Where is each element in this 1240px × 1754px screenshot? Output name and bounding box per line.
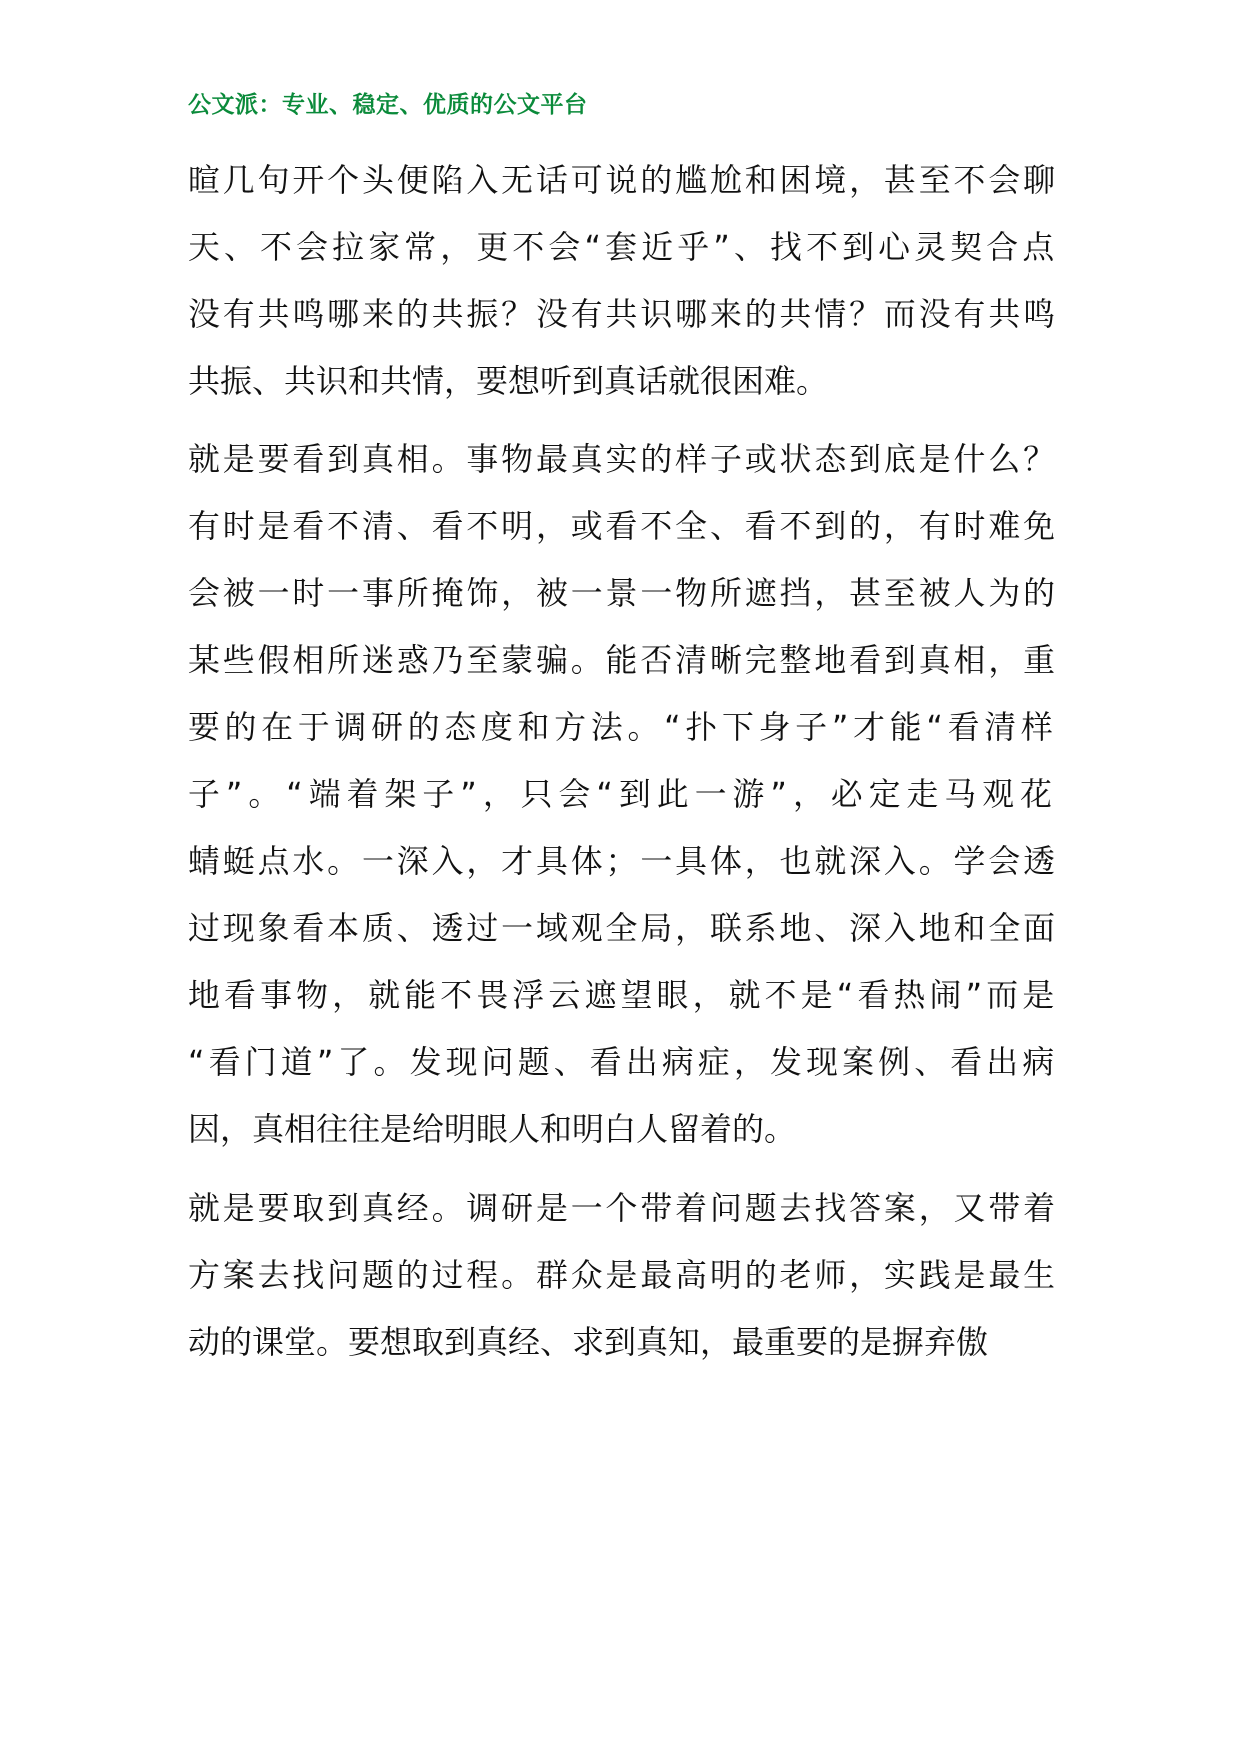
text-line: 会被一时一事所掩饰，被一景一物所遮挡，甚至被人为的	[188, 574, 1058, 612]
text-line: 蜻蜓点水。一深入，才具体；一具体，也就深入。学会透	[188, 842, 1058, 880]
text-line: 因，真相往往是给明眼人和明白人留着的。	[188, 1110, 797, 1148]
text-line: 某些假相所迷惑乃至蒙骗。能否清晰完整地看到真相，重	[188, 641, 1058, 679]
text-line: 天、不会拉家常，更不会“套近乎”、找不到心灵契合点	[188, 228, 1059, 266]
text-line: 过现象看本质、透过一域观全局，联系地、深入地和全面	[188, 909, 1058, 947]
text-line: 就是要看到真相。事物最真实的样子或状态到底是什么？	[188, 440, 1058, 478]
text-line: 共振、共识和共情，要想听到真话就很困难。	[188, 362, 829, 400]
text-line: “看门道”了。发现问题、看出病症，发现案例、看出病	[188, 1043, 1059, 1081]
text-line: 方案去找问题的过程。群众是最高明的老师，实践是最生	[188, 1256, 1058, 1294]
text-line: 有时是看不清、看不明，或看不全、看不到的，有时难免	[188, 507, 1058, 545]
text-line: 动的课堂。要想取到真经、求到真知，最重要的是摒弃傲	[188, 1323, 989, 1361]
page-header-title: 公文派：专业、稳定、优质的公文平台	[188, 92, 588, 118]
text-line: 就是要取到真经。调研是一个带着问题去找答案，又带着	[188, 1189, 1058, 1227]
text-line: 暄几句开个头便陷入无话可说的尴尬和困境，甚至不会聊	[188, 161, 1058, 199]
text-line: 没有共鸣哪来的共振？没有共识哪来的共情？而没有共鸣	[188, 295, 1058, 333]
text-line: 地看事物，就能不畏浮云遮望眼，就不是“看热闹”而是	[188, 976, 1059, 1014]
text-line: 子”。“端着架子”，只会“到此一游”，必定走马观花	[188, 775, 1059, 813]
text-line: 要的在于调研的态度和方法。“扑下身子”才能“看清样	[188, 708, 1058, 746]
